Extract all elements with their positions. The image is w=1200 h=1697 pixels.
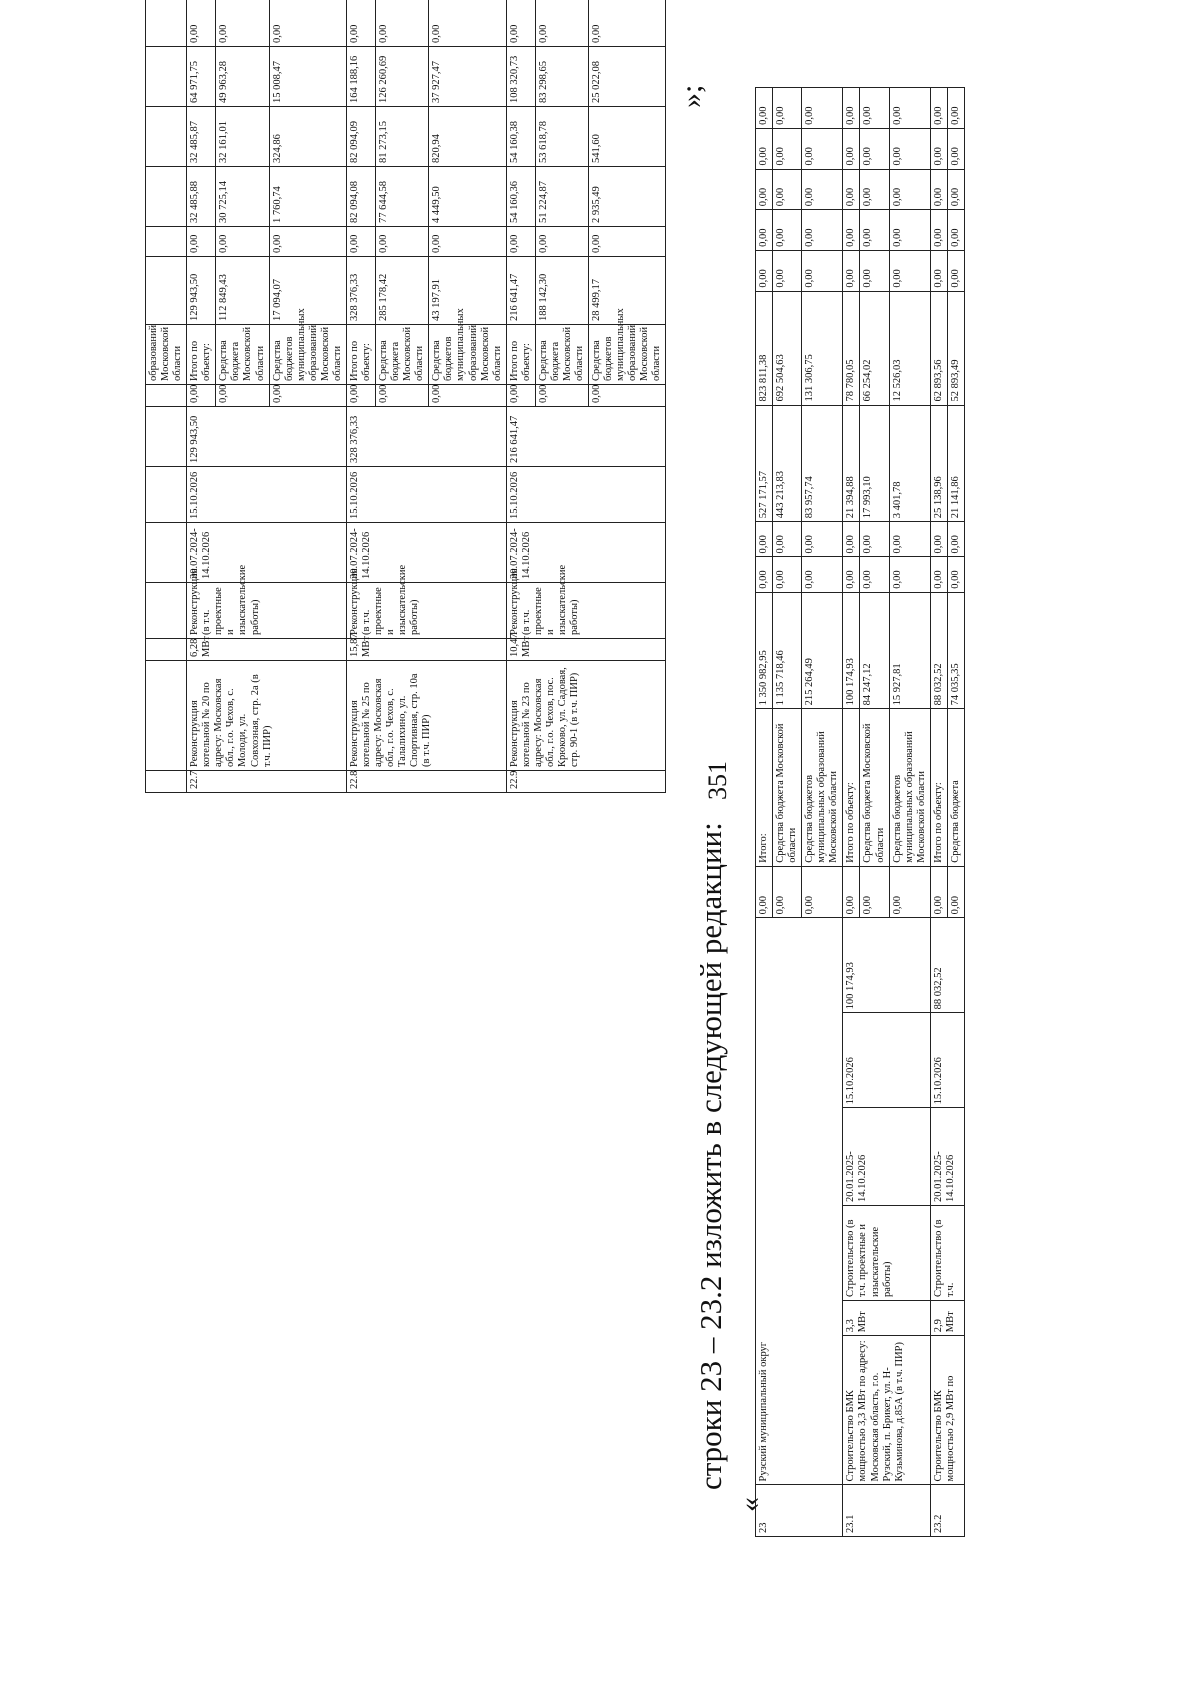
funding-source: Средства бюджета Московской области — [860, 709, 889, 866]
value-cell: 25 138,96 — [930, 405, 947, 522]
row-number: 22.7 — [187, 771, 347, 793]
value-cell: 82 094,09 — [346, 107, 375, 167]
value-cell: 0,00 — [947, 169, 964, 210]
header-cell — [146, 227, 187, 257]
value-cell: 0,00 — [802, 250, 843, 291]
funding-source: Итого по объекту: — [930, 709, 947, 866]
value-cell: 0,00 — [930, 522, 947, 557]
value-cell: 0,00 — [535, 227, 588, 257]
work-type: Реконструкция (в т.ч. проектные и изыскательские работы) — [187, 583, 347, 639]
value-cell: 0,00 — [947, 522, 964, 557]
value-cell: 0,00 — [773, 128, 802, 169]
value-cell: 0,00 — [930, 250, 947, 291]
value-cell: 21 394,88 — [843, 405, 860, 522]
value-cell: 0,00 — [756, 250, 773, 291]
value-cell: 0,00 — [269, 227, 346, 257]
spent-value: 0,00 — [930, 866, 947, 918]
work-dates: 30.07.2024-14.10.2026 — [187, 523, 347, 583]
spent-value: 0,00 — [947, 866, 964, 918]
value-cell: 0,00 — [930, 128, 947, 169]
spent-value: 0,00 — [802, 866, 843, 918]
value-cell: 0,00 — [843, 522, 860, 557]
value-cell: 820,94 — [429, 107, 506, 167]
spent-value: 0,00 — [773, 866, 802, 918]
value-cell: 0,00 — [843, 210, 860, 251]
value-cell: 0,00 — [506, 227, 535, 257]
value-cell: 0,00 — [773, 169, 802, 210]
value-cell: 0,00 — [773, 210, 802, 251]
value-cell: 49 963,28 — [216, 47, 269, 107]
value-cell: 28 499,17 — [589, 257, 666, 325]
value-cell: 0,00 — [889, 88, 930, 129]
value-cell: 25 022,08 — [589, 47, 666, 107]
value-cell: 0,00 — [889, 250, 930, 291]
work-type: Реконструкция (в т.ч. проектные и изыскательские работы) — [346, 583, 506, 639]
value-cell: 0,00 — [589, 227, 666, 257]
value-cell: 15 927,81 — [889, 592, 930, 709]
value-cell: 1 135 718,46 — [773, 592, 802, 709]
value-cell: 0,00 — [930, 210, 947, 251]
value-cell: 82 094,08 — [346, 167, 375, 227]
value-cell: 0,00 — [535, 0, 588, 47]
value-cell: 0,00 — [947, 557, 964, 592]
value-cell: 216 641,47 — [506, 257, 535, 325]
value-cell: 52 893,49 — [947, 291, 964, 405]
object-power: 3,3 МВт — [843, 1300, 930, 1335]
value-cell: 0,00 — [889, 169, 930, 210]
value-cell: 0,00 — [589, 0, 666, 47]
value-cell: 0,00 — [756, 557, 773, 592]
value-cell: 823 811,38 — [756, 291, 773, 405]
spent-value: 0,00 — [843, 866, 860, 918]
row-number: 22.8 — [346, 771, 506, 793]
object-cost: 328 376,33 — [346, 407, 506, 467]
spent-value: 0,00 — [216, 385, 269, 407]
object-cost: 129 943,50 — [187, 407, 347, 467]
row-number: 22.9 — [506, 771, 666, 793]
value-cell: 0,00 — [930, 88, 947, 129]
lower-table-block — [755, 87, 965, 1537]
value-cell: 74 035,35 — [947, 592, 964, 709]
funding-source: Средства бюджетов муниципальных образований Московской области — [889, 709, 930, 866]
value-cell: 0,00 — [773, 522, 802, 557]
spent-value: 0,00 — [889, 866, 930, 918]
value-cell: 0,00 — [756, 210, 773, 251]
header-cell — [146, 167, 187, 227]
group-title: Рузский муниципальный округ — [756, 918, 843, 1485]
header-cell — [146, 467, 187, 523]
page-number: 351 — [703, 761, 732, 800]
value-cell: 1 350 982,95 — [756, 592, 773, 709]
lower-table — [755, 87, 965, 1537]
value-cell: 0,00 — [947, 128, 964, 169]
spent-value: 0,00 — [346, 385, 375, 407]
opening-quote: « — [733, 1497, 766, 1512]
value-cell: 0,00 — [773, 557, 802, 592]
header-cell — [146, 661, 187, 771]
value-cell: 541,60 — [589, 107, 666, 167]
value-cell: 84 247,12 — [860, 592, 889, 709]
header-cell — [146, 639, 187, 661]
value-cell: 0,00 — [429, 227, 506, 257]
value-cell: 692 504,63 — [773, 291, 802, 405]
value-cell: 0,00 — [947, 88, 964, 129]
header-cell — [146, 407, 187, 467]
value-cell: 32 161,01 — [216, 107, 269, 167]
table-row — [506, 0, 535, 793]
value-cell: 77 644,58 — [376, 167, 429, 227]
value-cell: 0,00 — [756, 128, 773, 169]
value-cell: 324,86 — [269, 107, 346, 167]
funding-source: Итого: — [756, 709, 773, 866]
value-cell: 131 306,75 — [802, 291, 843, 405]
spent-value: 0,00 — [535, 385, 588, 407]
value-cell: 0,00 — [773, 88, 802, 129]
value-cell: 30 725,14 — [216, 167, 269, 227]
value-cell: 0,00 — [429, 0, 506, 47]
value-cell: 62 893,56 — [930, 291, 947, 405]
work-type: Строительство (в т.ч. проектные и изыскательские работы) — [843, 1206, 930, 1301]
funding-source: Итого по объекту: — [346, 325, 375, 385]
value-cell: 3 401,78 — [889, 405, 930, 522]
value-cell: 0,00 — [843, 250, 860, 291]
amendment-caption: строки 23 – 23.2 изложить в следующей редакции: — [693, 822, 728, 1490]
value-cell: 0,00 — [860, 250, 889, 291]
value-cell: 0,00 — [889, 210, 930, 251]
value-cell: 188 142,30 — [535, 257, 588, 325]
value-cell: 285 178,42 — [376, 257, 429, 325]
value-cell: 0,00 — [860, 210, 889, 251]
spent-value: 0,00 — [860, 866, 889, 918]
closing-quote: »; — [675, 84, 708, 108]
value-cell: 32 485,87 — [187, 107, 216, 167]
value-cell: 0,00 — [756, 88, 773, 129]
object-name: Строительство БМК мощностью 2,9 МВт по — [930, 1336, 964, 1485]
upper-table-block — [145, 0, 666, 793]
funding-source: Средства бюджетов муниципальных образований Московской области — [589, 325, 666, 385]
value-cell: 0,00 — [889, 557, 930, 592]
table-row — [843, 88, 860, 1537]
value-cell: 0,00 — [930, 169, 947, 210]
header-cell — [146, 523, 187, 583]
upper-table — [145, 0, 666, 793]
row-number: 23.2 — [930, 1485, 964, 1537]
value-cell: 0,00 — [269, 0, 346, 47]
completion-date: 15.10.2026 — [346, 467, 506, 523]
value-cell: 112 849,43 — [216, 257, 269, 325]
value-cell: 81 273,15 — [376, 107, 429, 167]
header-cell: образований Московской области — [146, 325, 187, 385]
value-cell: 12 526,03 — [889, 291, 930, 405]
value-cell: 37 927,47 — [429, 47, 506, 107]
value-cell: 51 224,87 — [535, 167, 588, 227]
funding-source: Средства бюджетов муниципальных образований Московской области — [269, 325, 346, 385]
value-cell: 126 260,69 — [376, 47, 429, 107]
row-number: 23.1 — [843, 1485, 930, 1537]
value-cell: 0,00 — [802, 557, 843, 592]
spent-value: 0,00 — [376, 385, 429, 407]
value-cell: 54 160,36 — [506, 167, 535, 227]
funding-source: Итого по объекту: — [843, 709, 860, 866]
value-cell: 32 485,88 — [187, 167, 216, 227]
value-cell: 328 376,33 — [346, 257, 375, 325]
completion-date: 15.10.2026 — [930, 1013, 964, 1108]
value-cell: 443 213,83 — [773, 405, 802, 522]
value-cell: 0,00 — [843, 128, 860, 169]
value-cell: 15 008,47 — [269, 47, 346, 107]
funding-source: Средства бюджетов муниципальных образований Московской области — [429, 325, 506, 385]
value-cell: 0,00 — [216, 227, 269, 257]
value-cell: 64 971,75 — [187, 47, 216, 107]
header-cell — [146, 257, 187, 325]
completion-date: 15.10.2026 — [187, 467, 347, 523]
value-cell: 53 618,78 — [535, 107, 588, 167]
value-cell: 108 320,73 — [506, 47, 535, 107]
value-cell: 129 943,50 — [187, 257, 216, 325]
value-cell: 0,00 — [843, 88, 860, 129]
value-cell: 0,00 — [802, 128, 843, 169]
value-cell: 0,00 — [802, 522, 843, 557]
work-type: Реконструкция (в т.ч. проектные и изыскательские работы) — [506, 583, 666, 639]
header-cell — [146, 583, 187, 639]
object-name: Реконструкция котельной № 23 по адресу: Московская обл., г.о. Чехов, пос. Крюково, ул. Садовая, стр. 90-1 (в т.ч. ПИР) — [506, 661, 666, 771]
value-cell: 0,00 — [930, 557, 947, 592]
value-cell: 0,00 — [947, 250, 964, 291]
value-cell: 0,00 — [773, 250, 802, 291]
funding-source: Средства бюджета Московской области — [376, 325, 429, 385]
value-cell: 0,00 — [860, 169, 889, 210]
value-cell: 21 141,86 — [947, 405, 964, 522]
funding-source: Итого по объекту: — [187, 325, 216, 385]
work-type: Строительство (в т.ч. — [930, 1206, 964, 1301]
value-cell: 164 188,16 — [346, 47, 375, 107]
funding-source: Средства бюджета — [947, 709, 964, 866]
spent-value: 0,00 — [269, 385, 346, 407]
row-number: 23 — [756, 1485, 843, 1537]
value-cell: 0,00 — [187, 0, 216, 47]
value-cell: 4 449,50 — [429, 167, 506, 227]
value-cell: 0,00 — [802, 210, 843, 251]
value-cell: 0,00 — [756, 169, 773, 210]
value-cell: 2 935,49 — [589, 167, 666, 227]
object-cost: 216 641,47 — [506, 407, 666, 467]
work-dates: 30.07.2024-14.10.2026 — [506, 523, 666, 583]
value-cell: 17 993,10 — [860, 405, 889, 522]
spent-value: 0,00 — [429, 385, 506, 407]
caption-block — [693, 822, 729, 1490]
close-quote-block — [675, 85, 709, 108]
header-cell — [146, 385, 187, 407]
value-cell: 43 197,91 — [429, 257, 506, 325]
funding-source: Итого по объекту: — [506, 325, 535, 385]
value-cell: 83 298,65 — [535, 47, 588, 107]
value-cell: 0,00 — [376, 0, 429, 47]
value-cell: 0,00 — [843, 169, 860, 210]
spent-value: 0,00 — [756, 866, 773, 918]
object-name: Реконструкция котельной № 25 по адресу: Московская обл., г.о. Чехов, с. Талалихино, ул. Спортивная, стр. 10а (в т.ч. ПИР) — [346, 661, 506, 771]
value-cell: 83 957,74 — [802, 405, 843, 522]
completion-date: 15.10.2026 — [843, 1013, 930, 1108]
object-power: 2,9 МВт — [930, 1300, 964, 1335]
object-name: Строительство БМК мощностью 3,3 МВт по адресу: Московская область, г.о. Рузский, п. Брикет, ул. Н-Кузьминова, д.85А (в т.ч. ПИР) — [843, 1336, 930, 1485]
object-power: 10,47 МВт — [506, 639, 666, 661]
object-power: 15,87 МВт — [346, 639, 506, 661]
work-dates: 30.07.2024-14.10.2026 — [346, 523, 506, 583]
value-cell: 0,00 — [860, 88, 889, 129]
value-cell: 0,00 — [376, 227, 429, 257]
funding-source: Средства бюджетов муниципальных образований Московской области — [802, 709, 843, 866]
completion-date: 15.10.2026 — [506, 467, 666, 523]
funding-source: Средства бюджета Московской области — [773, 709, 802, 866]
work-dates: 20.01.2025-14.10.2026 — [930, 1108, 964, 1206]
value-cell: 0,00 — [889, 128, 930, 169]
value-cell: 66 254,02 — [860, 291, 889, 405]
value-cell: 0,00 — [756, 522, 773, 557]
value-cell: 0,00 — [802, 88, 843, 129]
spent-value: 0,00 — [589, 385, 666, 407]
object-power: 6,28 МВт — [187, 639, 347, 661]
value-cell: 527 171,57 — [756, 405, 773, 522]
object-name: Реконструкция котельной № 20 по адресу: Московская обл., г.о. Чехов, с. Молоди, ул. Совхозная, стр. 2а (в т.ч. ПИР) — [187, 661, 347, 771]
value-cell: 215 264,49 — [802, 592, 843, 709]
header-cell — [146, 0, 187, 47]
spent-value: 0,00 — [506, 385, 535, 407]
table-row — [146, 0, 187, 793]
header-cell — [146, 107, 187, 167]
value-cell: 0,00 — [506, 0, 535, 47]
value-cell: 0,00 — [843, 557, 860, 592]
funding-source: Средства бюджета Московской области — [216, 325, 269, 385]
table-row — [187, 0, 216, 793]
value-cell: 0,00 — [187, 227, 216, 257]
table-row — [346, 0, 375, 793]
table-row — [756, 88, 773, 1537]
value-cell: 88 032,52 — [930, 592, 947, 709]
value-cell: 17 094,07 — [269, 257, 346, 325]
value-cell: 0,00 — [802, 169, 843, 210]
value-cell: 100 174,93 — [843, 592, 860, 709]
value-cell: 0,00 — [860, 557, 889, 592]
work-dates: 20.01.2025-14.10.2026 — [843, 1108, 930, 1206]
value-cell: 54 160,38 — [506, 107, 535, 167]
header-cell — [146, 771, 187, 793]
header-cell — [146, 47, 187, 107]
value-cell: 1 760,74 — [269, 167, 346, 227]
value-cell: 0,00 — [860, 128, 889, 169]
object-cost: 88 032,52 — [930, 918, 964, 1013]
value-cell: 0,00 — [889, 522, 930, 557]
value-cell: 78 780,05 — [843, 291, 860, 405]
value-cell: 0,00 — [947, 210, 964, 251]
value-cell: 0,00 — [346, 227, 375, 257]
value-cell: 0,00 — [346, 0, 375, 47]
value-cell: 0,00 — [860, 522, 889, 557]
value-cell: 0,00 — [216, 0, 269, 47]
funding-source: Средства бюджета Московской области — [535, 325, 588, 385]
table-row — [930, 88, 947, 1537]
object-cost: 100 174,93 — [843, 918, 930, 1013]
spent-value: 0,00 — [187, 385, 216, 407]
